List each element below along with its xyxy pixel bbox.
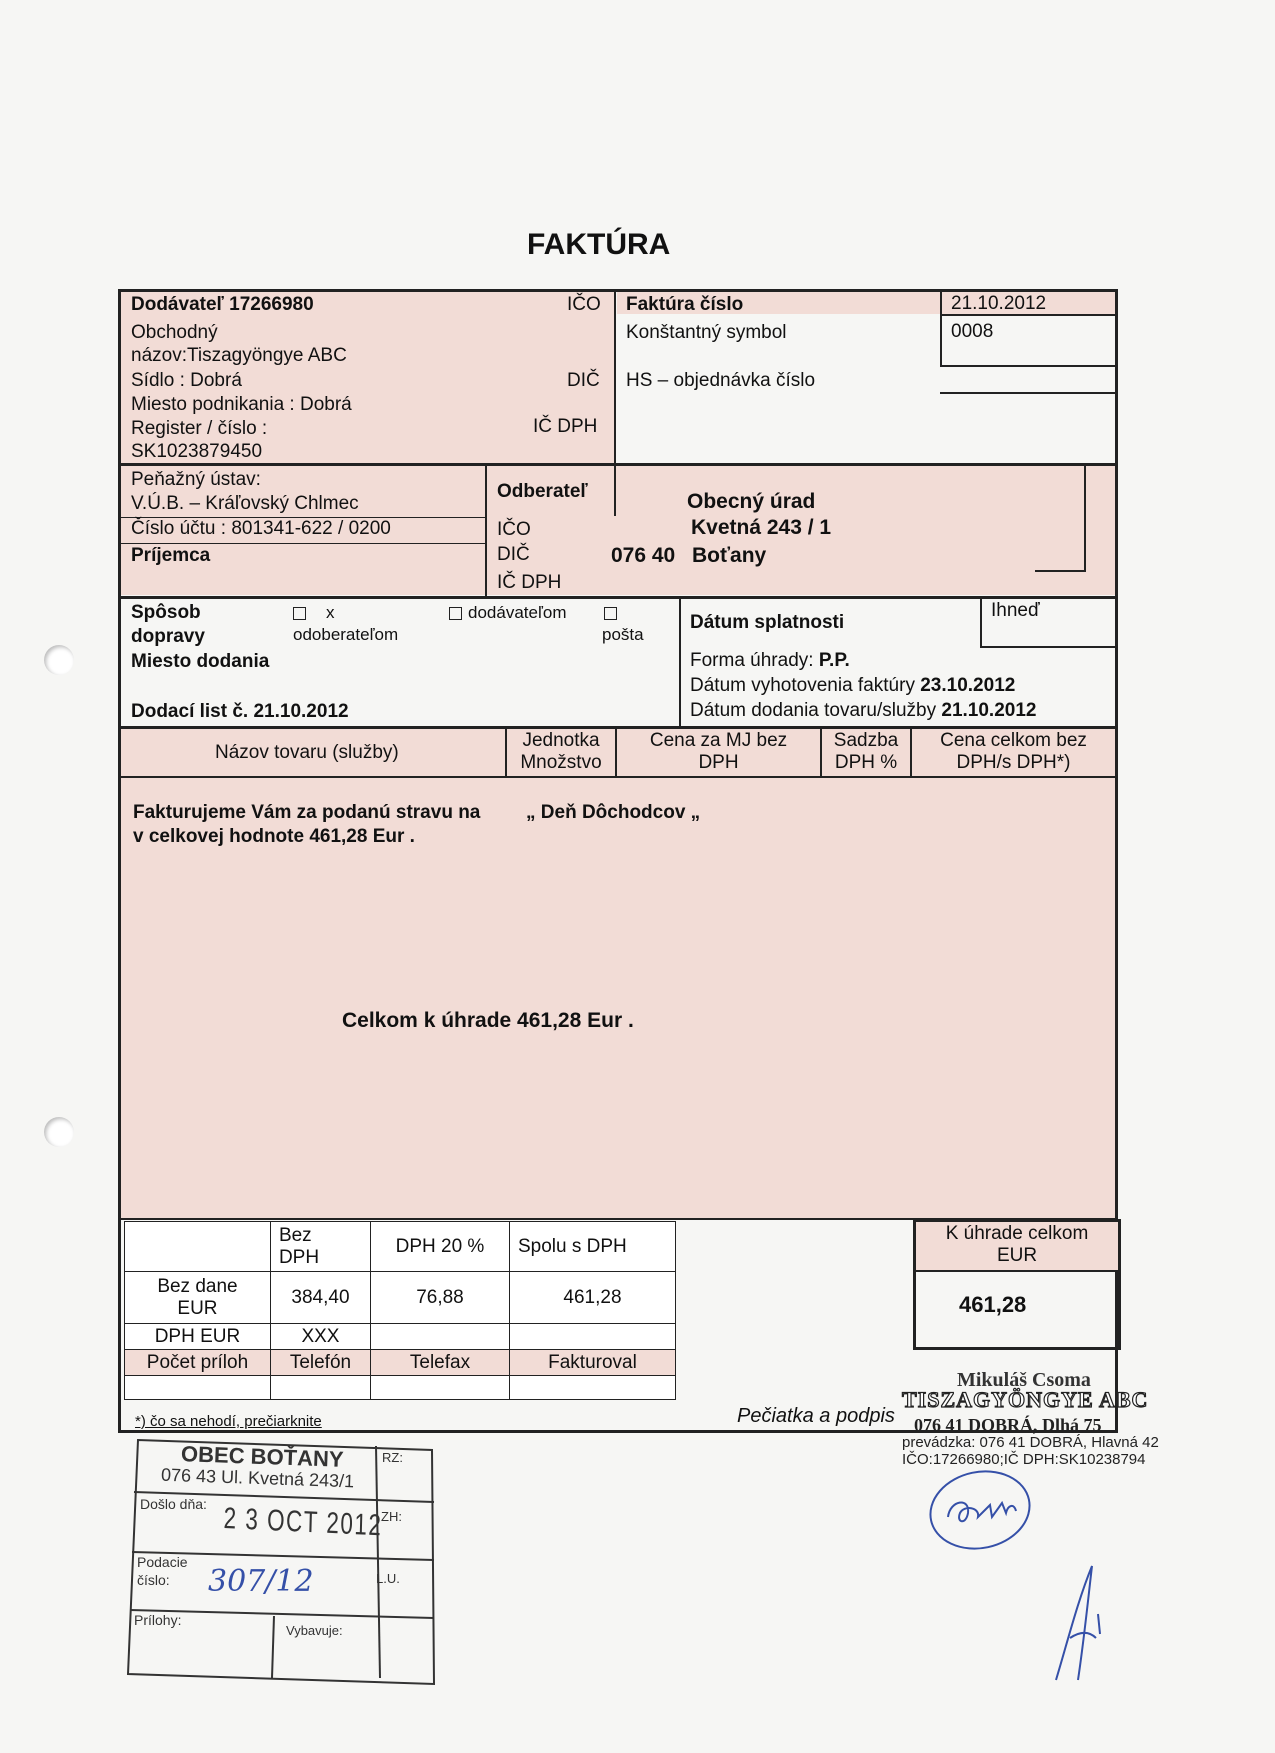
registry-lu: L.U. — [376, 1571, 400, 1586]
delivery-option-customer-label: odoberateľom — [293, 625, 399, 644]
divider — [916, 1270, 1118, 1272]
registry-received-value: 2 3 OCT 2012 — [223, 1502, 383, 1543]
checkbox-icon[interactable] — [604, 607, 617, 620]
delivery-option-post — [604, 602, 623, 624]
stamp-address: 076 41 DOBRÁ, Dlhá 75 — [914, 1415, 1102, 1435]
bank-name: V.Ú.B. – Kráľovský Chlmec — [131, 493, 359, 514]
total-to-pay-label: K úhrade celkom EUR — [945, 1223, 1089, 1266]
items-col-unit: Jednotka Množstvo — [520, 730, 602, 773]
body-line-1b: „ Deň Dôchodcov „ — [526, 802, 701, 823]
delivery-option-post-label: pošta — [602, 625, 644, 644]
items-col-price: Cena za MJ bez DPH — [649, 730, 788, 773]
checkbox-icon[interactable] — [449, 607, 462, 620]
customer-name: Obecný úrad — [687, 490, 816, 513]
invoice-number-label: Faktúra číslo — [626, 294, 744, 315]
registry-rz: RZ: — [382, 1450, 403, 1465]
divider — [980, 646, 1115, 648]
divider — [980, 598, 982, 647]
delivery-method-label-2: dopravy — [131, 626, 205, 647]
supplier-name-label: Obchodný — [131, 322, 218, 343]
invoice-number-value: 21.10.2012 — [951, 293, 1047, 314]
checkbox-icon[interactable] — [293, 607, 306, 620]
customer-ico-label: IČO — [497, 519, 531, 540]
order-number-label: HS – objednávka číslo — [626, 370, 816, 391]
delivery-place-label: Miesto dodania — [131, 651, 270, 672]
payment-form: Forma úhrady: P.P. — [690, 650, 850, 671]
registry-submission-label: Podacie číslo: — [137, 1554, 188, 1588]
items-col-rate: Sadzba DPH % — [833, 730, 899, 773]
supplier-ico-label: IČO — [567, 294, 601, 315]
delivery-date: Dátum dodania tovaru/služby 21.10.2012 — [690, 700, 1037, 721]
divider — [121, 776, 1115, 778]
punch-hole — [44, 1117, 74, 1147]
customer-label: Odberateľ — [497, 481, 588, 502]
registry-submission-value: 307/12 — [208, 1564, 314, 1599]
divider — [940, 292, 942, 367]
supplier-register-value: SK1023879450 — [131, 441, 263, 462]
divider — [940, 392, 1115, 394]
divider — [121, 543, 486, 544]
constant-symbol-value: 0008 — [951, 321, 994, 342]
divider — [679, 598, 681, 726]
divider — [614, 292, 616, 464]
delivery-note: Dodací list č. 21.10.2012 — [131, 701, 349, 722]
registry-zh: ZH: — [381, 1509, 402, 1524]
supplier-place: Miesto podnikania : Dobrá — [131, 394, 352, 415]
footnote: *) čo sa nehodí, prečiarknite — [135, 1413, 322, 1430]
registry-received-label: Došlo dňa: — [140, 1496, 207, 1512]
customer-icdph-label: IČ DPH — [497, 572, 562, 593]
recipient-label: Príjemca — [131, 545, 211, 566]
summary-table: Bez DPH DPH 20 % Spolu s DPH Bez dane EUR 384,40 76,88 461,28 DPH EUR XXX Počet príloh Telefón Telefax Fakturoval — [124, 1221, 676, 1400]
constant-symbol-label: Konštantný symbol — [626, 322, 787, 343]
divider — [121, 726, 1115, 729]
items-col-total: Cena celkom bez DPH/s DPH*) — [940, 730, 1087, 773]
body-line-2: v celkovej hodnote 461,28 Eur . — [133, 826, 415, 847]
stamp-ids: IČO:17266980;IČ DPH:SK10238794 — [902, 1451, 1146, 1468]
document-title: FAKTÚRA — [527, 228, 671, 261]
divider — [1084, 466, 1086, 570]
supplier-icdph-label: IČ DPH — [533, 416, 598, 437]
stamp-shop: prevádzka: 076 41 DOBRÁ, Hlavná 42 — [902, 1434, 1159, 1451]
due-date-value: Ihneď — [991, 600, 1040, 621]
supplier-seat: Sídlo : Dobrá — [131, 370, 242, 391]
supplier-dic-label: DIČ — [567, 370, 600, 391]
delivery-method-label: Spôsob — [131, 602, 201, 623]
divider — [1035, 570, 1086, 572]
bank-label: Peňažný ústav: — [131, 469, 261, 490]
body-total-line: Celkom k úhrade 461,28 Eur . — [342, 1009, 634, 1032]
registry-attachments: Prílohy: — [134, 1612, 182, 1628]
divider — [614, 466, 616, 516]
registry-org: OBEC BOŤANY — [180, 1441, 344, 1472]
items-col-name: Názov tovaru (služby) — [215, 742, 399, 763]
blue-signature-icon — [920, 1455, 1040, 1565]
due-date-label: Dátum splatnosti — [690, 612, 845, 633]
total-to-pay-value: 461,28 — [959, 1292, 1027, 1317]
punch-hole — [44, 645, 74, 675]
bank-account: Číslo účtu : 801341-622 / 0200 — [131, 518, 391, 539]
customer-street: Kvetná 243 / 1 — [691, 516, 832, 539]
customer-dic-label: DIČ — [497, 544, 530, 565]
supplier-name-value: názov:Tiszagyöngye ABC — [131, 345, 347, 366]
handwritten-initial-icon — [1048, 1560, 1118, 1690]
delivery-option-supplier: dodávateľom — [449, 602, 567, 624]
divider — [940, 365, 1115, 367]
supplier-register-label: Register / číslo : — [131, 418, 268, 439]
issue-date: Dátum vyhotovenia faktúry 23.10.2012 — [690, 675, 1016, 696]
supplier-header: Dodávateľ 17266980 — [131, 294, 314, 315]
signature-label: Pečiatka a podpis — [737, 1405, 895, 1427]
delivery-option-customer: x — [293, 602, 335, 624]
customer-city: Boťany — [692, 544, 767, 567]
registry-handles: Vybavuje: — [286, 1623, 343, 1638]
body-line-1a: Fakturujeme Vám za podanú stravu na — [133, 802, 481, 823]
divider — [121, 596, 1115, 599]
stamp-company: TISZAGYÖNGYE ABC — [902, 1387, 1149, 1412]
stamp-person: Mikuláš Csoma — [957, 1369, 1091, 1391]
divider — [121, 463, 1115, 466]
registry-address: 076 43 Ul. Kvetná 243/1 — [160, 1464, 355, 1492]
divider — [485, 466, 487, 597]
customer-zip: 076 40 — [611, 544, 676, 567]
